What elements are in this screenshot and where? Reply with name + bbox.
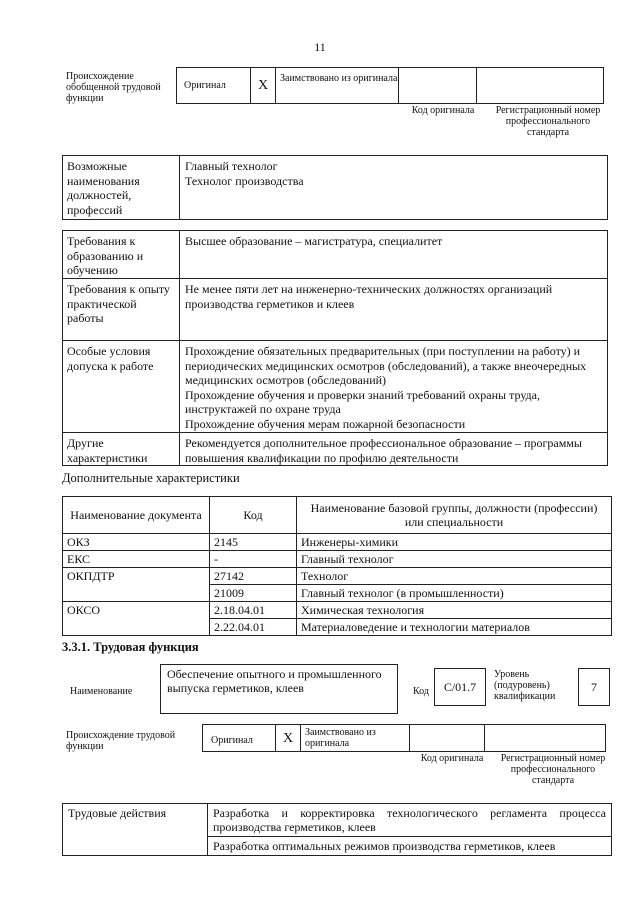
req-line: Высшее образование – магистратура, специалитет [185,234,443,248]
actions-table [62,803,612,856]
req-line: Не менее пяти лет на инженерно-технических должностях организаций производства герметиков и клеев [185,282,553,311]
page-number: 11 [314,40,326,54]
origin-label: Происхождение обобщенной трудовой функции [66,71,161,104]
extra-name: Главный технолог (в промышленности) [297,585,612,602]
position-item: Технолог производства [185,173,304,188]
req-label-other: Другие характеристики [63,433,180,466]
extra-doc: ОКПДТР [63,568,210,602]
req-value-other [180,433,608,466]
function-registration-number-cell [485,725,606,752]
extra-code: 2.22.04.01 [210,619,297,636]
function-caption-original-code: Код оригинала [420,753,484,764]
function-name-label: Наименование [70,686,133,697]
function-borrowed-cell: Заимствовано из оригинала [301,725,410,752]
function-original-cell: Оригинал [203,725,276,752]
extra-header-code: Код [210,497,297,534]
registration-number-cell [477,68,604,104]
extra-code: - [210,551,297,568]
function-original-mark: X [276,725,301,752]
action-item: Разработка и корректировка технологического регламента процесса производства герметиков, клеев [208,804,612,837]
req-value-experience [180,279,608,341]
extra-table [62,496,612,636]
position-item: Главный технолог [185,159,278,173]
positions-values [180,156,608,220]
caption-original-code: Код оригинала [411,105,475,116]
caption-registration-number: Регистрационный номер профессионального стандарта [495,105,601,138]
function-original-code-cell [410,725,485,752]
extra-header-doc: Наименование документа [63,497,210,534]
req-label-special: Особые условия допуска к работе [63,341,180,433]
function-code-label: Код [413,686,429,697]
function-caption-registration-number: Регистрационный номер профессионального стандарта [500,753,606,786]
requirements-table [62,230,608,466]
extra-name: Материаловедение и технологии материалов [297,619,612,636]
extra-code: 2.18.04.01 [210,602,297,619]
function-heading: 3.3.1. Трудовая функция [62,640,199,654]
req-line: Рекомендуется дополнительное профессиональное образование – программы повышения квалификации по профилю деятельности [185,436,582,465]
borrowed-cell: Заимствовано из оригинала [276,68,399,104]
extra-doc: ОКЗ [63,534,210,551]
req-label-education: Требования к образованию и обучению [63,231,180,279]
extra-name: Главный технолог [297,551,612,568]
qualification-level-value: 7 [578,668,610,706]
original-cell: Оригинал [177,68,251,104]
origin-table [176,67,604,104]
extra-code: 2145 [210,534,297,551]
extra-code: 21009 [210,585,297,602]
qualification-level-label: Уровень (подуровень) квалификации [494,669,556,702]
req-value-special [180,341,608,433]
req-line: Прохождение обучения и проверки знаний требований охраны труда, инструктажей по охране труда [185,387,540,416]
function-origin-label: Происхождение трудовой функции [66,730,176,752]
original-code-cell [399,68,477,104]
action-item: Разработка оптимальных режимов производства герметиков, клеев [208,837,612,856]
req-line: Прохождение обязательных предварительных (при поступлении на работу) и периодических медицинских осмотров (обследований), а также внеочередных медицинских осмотров (обследований) [185,344,587,387]
function-name-value: Обеспечение опытного и промышленного выпуска герметиков, клеев [160,664,398,714]
extra-name: Химическая технология [297,602,612,619]
positions-table [62,155,608,220]
extra-code: 27142 [210,568,297,585]
req-value-education [180,231,608,279]
extra-doc: ОКСО [63,602,210,636]
req-label-experience: Требования к опыту практической работы [63,279,180,341]
extra-title: Дополнительные характеристики [62,471,240,485]
req-line: Прохождение обучения мерам пожарной безопасности [185,416,466,431]
original-mark: X [251,68,276,104]
extra-doc: ЕКС [63,551,210,568]
extra-name: Инженеры-химики [297,534,612,551]
actions-label: Трудовые действия [63,804,208,856]
extra-header-name: Наименование базовой группы, должности (профессии) или специальности [297,497,612,534]
function-origin-table [202,724,606,752]
positions-label: Возможные наименования должностей, профессий [63,156,180,220]
function-code-value: C/01.7 [434,668,486,706]
extra-name: Технолог [297,568,612,585]
